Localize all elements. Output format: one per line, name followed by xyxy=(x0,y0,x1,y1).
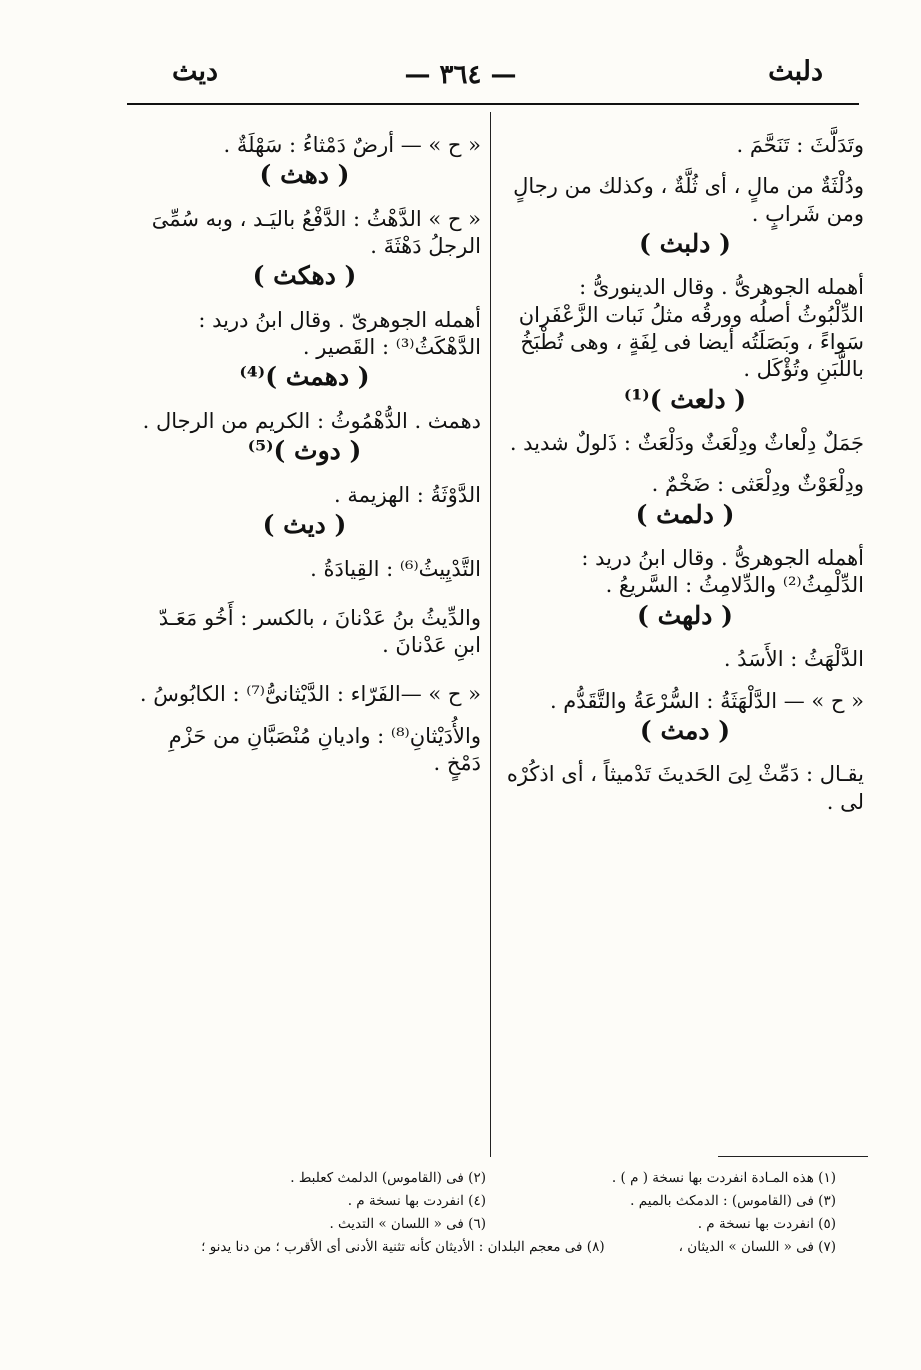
footnote-row xyxy=(140,1236,840,1259)
footnote: (٤) انفردت بها نسخة م . xyxy=(347,1192,486,1209)
entry-text: الدَّوْثَةُ : الهزيمة . xyxy=(333,482,481,507)
entry-heading: ( دمث ) xyxy=(639,715,731,745)
entry-text: « ح » الدَّهْثُ : الدَّفْعُ باليَـد ، وبه سُمِّىَ الرجلُ دَهْثَةَ . xyxy=(151,206,481,259)
entry-heading: ( دهكث ) xyxy=(252,261,357,291)
footnotes xyxy=(140,1167,840,1259)
entry-text: « ح » —الفَرّاء : الدَّيْثانىُّ⁽⁷⁾ : الكابُوسُ . xyxy=(139,682,481,707)
header-last-root: ديث xyxy=(172,56,219,87)
entry-heading: ( دلمث ) xyxy=(635,499,735,529)
entry-heading: ( دوث )⁽⁵⁾ xyxy=(247,436,362,466)
entry-text: يقـال : دَمِّثْ لِىَ الحَديثَ تَدْميثاً ، أى اذكُرْه لى . xyxy=(506,762,864,814)
entry-text: ودِلْعَوْثٌ ودِلْعَثى : ضَخْمٌ . xyxy=(651,472,864,497)
entry-text: التَّدْيِيثُ⁽⁶⁾ : القِيادَةُ . xyxy=(310,556,481,581)
footnote: (٢) فى (القاموس) الدلمث كعلبط . xyxy=(290,1170,486,1186)
entry-text: والأُدَيْثانِ⁽⁸⁾ : واديانِ مُنْصَبَّانِ من حَزْمِ دَمْخٍ . xyxy=(168,723,481,776)
entry-heading: ( دلهث ) xyxy=(637,600,733,630)
right-column xyxy=(506,132,864,816)
entry-text: جَمَلٌ دِلْعاثٌ ودِلْعَثٌ ودَلْعَثٌ : ذَلولٌ شديد . xyxy=(509,431,864,456)
footnote-row xyxy=(140,1213,840,1236)
entry-heading: ( دلعث )⁽¹⁾ xyxy=(623,384,747,414)
header-rule xyxy=(127,103,859,105)
footnote: (٣) فى (القاموس) : الدمكث بالميم . xyxy=(630,1192,836,1209)
entry-text: وتَدَلَّثَ : تَنَحَّمَ . xyxy=(736,133,864,157)
entry-text: أهمله الجوهرىّ . وقال ابنُ دريد : الدَّهْكَثُ⁽³⁾ : القَصير . xyxy=(198,307,481,360)
entry-text: أهمله الجوهرىُّ . وقال الدينورىُّ : الدِّلْبُوثُ أصلُه وورقُه مثلُ نَبات الزَّعْفَران سَواءً ، وبَصَلَتُه أيضا فى لِفَةٍ ، وهى تُطْبَخُ باللَّبَنِ وتُؤْكَل . xyxy=(518,275,864,382)
entry-text: ودُلْثَةٌ من مالٍ ، أى ثُلَّةٌ ، وكذلك من رجالٍ ومن شَرابٍ . xyxy=(513,174,864,226)
left-column xyxy=(128,132,481,777)
footnote-row xyxy=(140,1190,840,1213)
footnote-rule xyxy=(718,1156,868,1157)
footnote: (٥) انفردت بها نسخة م . xyxy=(697,1215,836,1232)
footnote: (٦) فى « اللسان » التديث . xyxy=(329,1215,486,1232)
entry-text: دهمث . الدُّهْمُوثُ : الكريم من الرجال . xyxy=(142,408,481,433)
header-root-word: دلبث xyxy=(768,56,823,87)
entry-text: الدَّلْهَثُ : الأَسَدُ . xyxy=(723,647,864,672)
footnote: (٧) فى « اللسان » الديثان ، xyxy=(678,1238,836,1255)
entry-text: « ح » — أرضٌ دَمْثاءُ : سَهْلَةٌ . xyxy=(223,133,481,157)
page-number: — ٣٦٤ — xyxy=(404,60,517,90)
entry-heading: ( دهمث )⁽⁴⁾ xyxy=(239,362,370,392)
entry-heading: ( ديث ) xyxy=(262,510,347,540)
footnote: (١) هذه المـادة انفردت بها نسخة ( م ) . xyxy=(611,1170,836,1186)
footnote-row xyxy=(140,1167,840,1190)
entry-text: أهمله الجوهرىُّ . وقال ابنُ دريد : الدِّلْمِثُ⁽²⁾ والدِّلامِثُ : السَّريعُ . xyxy=(581,546,864,598)
entry-heading: ( دهث ) xyxy=(259,160,350,190)
column-divider xyxy=(490,112,491,1157)
entry-text: والدِّيثُ بنُ عَدْنانَ ، بالكسر : أَخُو مَعَـدّ ابنِ عَدْنانَ . xyxy=(158,605,481,658)
footnote: (٨) فى معجم البلدان : الأديثان كأنه تثنية الأدنى أى الأقرب ؛ من دنا يدنو ؛ xyxy=(201,1238,605,1255)
entry-heading: ( دلبث ) xyxy=(639,228,731,258)
entry-text: « ح » — الدَّلْهَثَةُ : السُّرْعَةُ والتَّقَدُّم . xyxy=(549,688,864,713)
